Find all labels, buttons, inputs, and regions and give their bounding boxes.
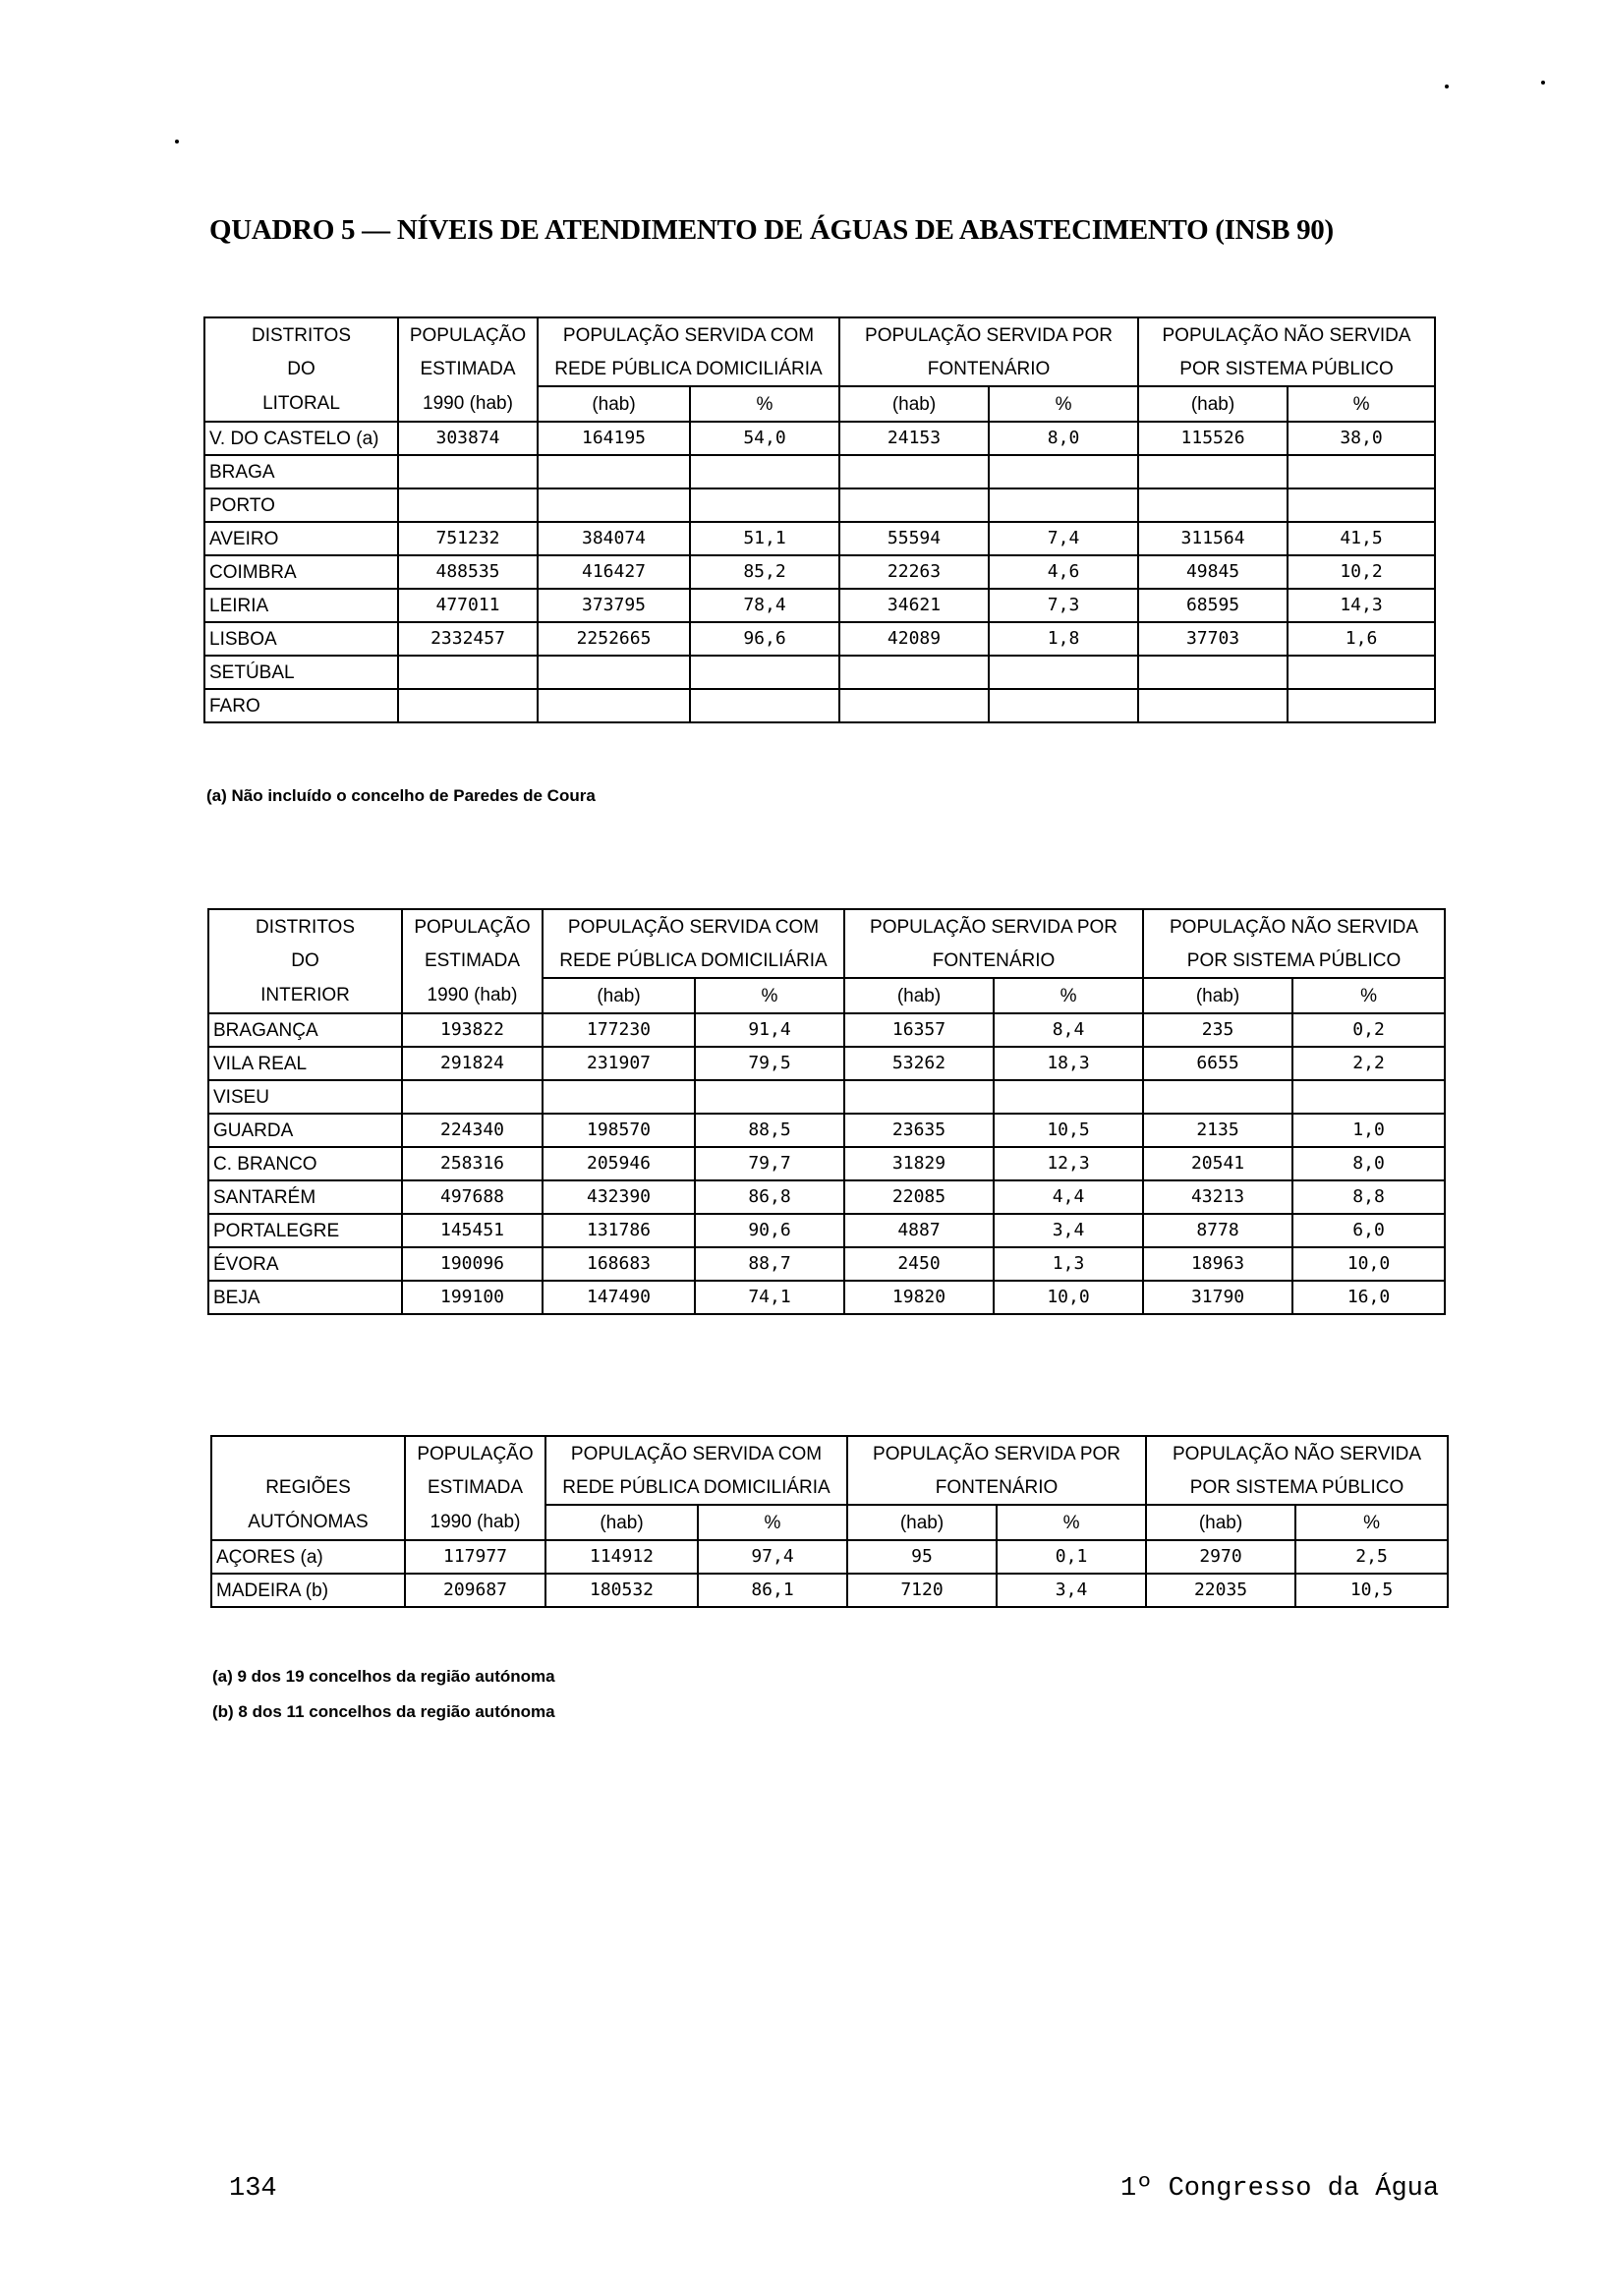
table-row <box>204 422 1435 455</box>
table-cell: 79,5 <box>695 1047 844 1080</box>
table-row <box>204 622 1435 656</box>
table-cell: 7,4 <box>989 522 1138 555</box>
table-cell <box>1138 656 1288 689</box>
table-cell: 6655 <box>1143 1047 1292 1080</box>
row-label: BRAGANÇA <box>208 1013 402 1047</box>
table-cell <box>1138 689 1288 722</box>
fontenario-header: FONTENÁRIO <box>839 352 1138 386</box>
table-cell: 10,2 <box>1288 555 1435 589</box>
table-row <box>211 1574 1448 1607</box>
table-cell <box>1288 689 1435 722</box>
footnote-b: (b) 8 dos 11 concelhos da região autónoma <box>212 1702 555 1721</box>
row-label: MADEIRA (b) <box>211 1574 405 1607</box>
table-cell: 2450 <box>844 1247 994 1281</box>
table-cell: 16,0 <box>1292 1281 1445 1314</box>
table-cell: 117977 <box>405 1540 545 1574</box>
row-label: LISBOA <box>204 622 398 656</box>
table-cell <box>538 455 690 488</box>
table-cell: 37703 <box>1138 622 1288 656</box>
pct-header: % <box>997 1505 1146 1540</box>
table-cell <box>844 1080 994 1114</box>
pop-header: 1990 (hab) <box>402 978 543 1013</box>
table-cell <box>1143 1080 1292 1114</box>
table-cell: 235 <box>1143 1013 1292 1047</box>
table-row <box>208 1180 1445 1214</box>
table-cell: 1,6 <box>1288 622 1435 656</box>
table-cell: 8,0 <box>1292 1147 1445 1180</box>
table-cell: 145451 <box>402 1214 543 1247</box>
rede-header: POPULAÇÃO SERVIDA COM <box>538 317 839 352</box>
table-cell: 488535 <box>398 555 538 589</box>
table-cell: 20541 <box>1143 1147 1292 1180</box>
fontenario-header: POPULAÇÃO SERVIDA POR <box>847 1436 1146 1470</box>
district-header: INTERIOR <box>208 978 402 1013</box>
table-cell: 131786 <box>543 1214 695 1247</box>
table-cell: 24153 <box>839 422 989 455</box>
table-cell: 205946 <box>543 1147 695 1180</box>
table-cell <box>690 488 839 522</box>
table-cell: 190096 <box>402 1247 543 1281</box>
table-cell <box>538 656 690 689</box>
hab-header: (hab) <box>839 386 989 422</box>
table-cell: 88,5 <box>695 1114 844 1147</box>
regioes-table <box>210 1435 1449 1608</box>
table-cell: 41,5 <box>1288 522 1435 555</box>
table-cell: 18963 <box>1143 1247 1292 1281</box>
region-header: AUTÓNOMAS <box>211 1505 405 1540</box>
fontenario-header: POPULAÇÃO SERVIDA POR <box>839 317 1138 352</box>
pop-header: POPULAÇÃO <box>398 317 538 352</box>
hab-header: (hab) <box>545 1505 698 1540</box>
table-cell: 2332457 <box>398 622 538 656</box>
table-cell: 3,4 <box>994 1214 1143 1247</box>
table-cell: 10,0 <box>1292 1247 1445 1281</box>
pct-header: % <box>989 386 1138 422</box>
row-label: VILA REAL <box>208 1047 402 1080</box>
table-cell: 90,6 <box>695 1214 844 1247</box>
table-cell <box>690 455 839 488</box>
table-row <box>204 689 1435 722</box>
district-header: DO <box>208 944 402 978</box>
pct-header: % <box>1295 1505 1448 1540</box>
table-cell: 0,2 <box>1292 1013 1445 1047</box>
pct-header: % <box>690 386 839 422</box>
table-cell <box>538 689 690 722</box>
pop-header: ESTIMADA <box>405 1470 545 1505</box>
table-cell <box>543 1080 695 1114</box>
table-cell: 224340 <box>402 1114 543 1147</box>
hab-header: (hab) <box>1146 1505 1295 1540</box>
table-row <box>204 522 1435 555</box>
table-cell: 291824 <box>402 1047 543 1080</box>
table-cell: 180532 <box>545 1574 698 1607</box>
pct-header: % <box>994 978 1143 1013</box>
footnote-a: (a) 9 dos 19 concelhos da região autónoma <box>212 1667 555 1686</box>
row-label: C. BRANCO <box>208 1147 402 1180</box>
table-cell: 8,4 <box>994 1013 1143 1047</box>
pop-header: ESTIMADA <box>398 352 538 386</box>
table-cell: 6,0 <box>1292 1214 1445 1247</box>
table-cell: 55594 <box>839 522 989 555</box>
table-cell: 1,3 <box>994 1247 1143 1281</box>
table-cell <box>839 656 989 689</box>
table-row <box>204 589 1435 622</box>
table-row <box>208 1013 1445 1047</box>
row-label: PORTO <box>204 488 398 522</box>
region-header: REGIÕES <box>211 1470 405 1505</box>
table-cell: 38,0 <box>1288 422 1435 455</box>
rede-header: REDE PÚBLICA DOMICILIÁRIA <box>543 944 844 978</box>
table-cell: 23635 <box>844 1114 994 1147</box>
footnote: (a) Não incluído o concelho de Paredes de Coura <box>206 786 596 805</box>
table-cell <box>839 455 989 488</box>
hab-header: (hab) <box>1143 978 1292 1013</box>
table-cell: 22085 <box>844 1180 994 1214</box>
table-cell: 193822 <box>402 1013 543 1047</box>
table-cell: 416427 <box>538 555 690 589</box>
table-cell: 42089 <box>839 622 989 656</box>
nao-servida-header: POPULAÇÃO NÃO SERVIDA <box>1146 1436 1448 1470</box>
table-cell: 231907 <box>543 1047 695 1080</box>
table-cell: 2252665 <box>538 622 690 656</box>
region-header <box>211 1436 405 1470</box>
table-cell <box>1138 488 1288 522</box>
table-cell: 477011 <box>398 589 538 622</box>
table-cell: 7,3 <box>989 589 1138 622</box>
table-cell <box>989 488 1138 522</box>
table-row <box>208 1214 1445 1247</box>
table-cell: 8778 <box>1143 1214 1292 1247</box>
nao-servida-header: POPULAÇÃO NÃO SERVIDA <box>1138 317 1435 352</box>
table-cell: 168683 <box>543 1247 695 1281</box>
hab-header: (hab) <box>844 978 994 1013</box>
table-cell: 34621 <box>839 589 989 622</box>
table-cell: 3,4 <box>997 1574 1146 1607</box>
table-cell: 2970 <box>1146 1540 1295 1574</box>
table-cell <box>839 488 989 522</box>
table-cell <box>1292 1080 1445 1114</box>
rede-header: REDE PÚBLICA DOMICILIÁRIA <box>545 1470 847 1505</box>
table-cell: 14,3 <box>1288 589 1435 622</box>
table-cell: 22263 <box>839 555 989 589</box>
nao-servida-header: POR SISTEMA PÚBLICO <box>1146 1470 1448 1505</box>
district-header: LITORAL <box>204 386 398 422</box>
table-cell: 303874 <box>398 422 538 455</box>
pop-header: 1990 (hab) <box>398 386 538 422</box>
table-cell: 115526 <box>1138 422 1288 455</box>
table-cell: 79,7 <box>695 1147 844 1180</box>
page-number: 134 <box>229 2174 277 2204</box>
table-row <box>208 1047 1445 1080</box>
rede-header: POPULAÇÃO SERVIDA COM <box>543 909 844 944</box>
district-header: DISTRITOS <box>208 909 402 944</box>
table-cell <box>402 1080 543 1114</box>
pct-header: % <box>695 978 844 1013</box>
table-cell: 373795 <box>538 589 690 622</box>
table-cell: 16357 <box>844 1013 994 1047</box>
table-cell <box>538 488 690 522</box>
row-label: ÉVORA <box>208 1247 402 1281</box>
table-cell: 2135 <box>1143 1114 1292 1147</box>
hab-header: (hab) <box>538 386 690 422</box>
table-cell: 51,1 <box>690 522 839 555</box>
table-row <box>208 1247 1445 1281</box>
scan-speck <box>1541 81 1545 85</box>
table-cell <box>695 1080 844 1114</box>
table-row <box>204 555 1435 589</box>
table-cell <box>1288 455 1435 488</box>
row-label: SANTARÉM <box>208 1180 402 1214</box>
table-row <box>208 1114 1445 1147</box>
table-cell: 49845 <box>1138 555 1288 589</box>
table-cell <box>839 689 989 722</box>
nao-servida-header: POPULAÇÃO NÃO SERVIDA <box>1143 909 1445 944</box>
table-cell: 4,6 <box>989 555 1138 589</box>
table-cell: 10,0 <box>994 1281 1143 1314</box>
table-cell: 8,8 <box>1292 1180 1445 1214</box>
row-label: FARO <box>204 689 398 722</box>
table-row <box>211 1540 1448 1574</box>
table-cell <box>1288 488 1435 522</box>
table-cell: 177230 <box>543 1013 695 1047</box>
table-cell: 74,1 <box>695 1281 844 1314</box>
pop-header: 1990 (hab) <box>405 1505 545 1540</box>
pct-header: % <box>698 1505 847 1540</box>
table-cell: 7120 <box>847 1574 997 1607</box>
table-cell <box>690 689 839 722</box>
table-cell: 88,7 <box>695 1247 844 1281</box>
table-cell: 199100 <box>402 1281 543 1314</box>
table-cell: 54,0 <box>690 422 839 455</box>
fontenario-header: POPULAÇÃO SERVIDA POR <box>844 909 1143 944</box>
table-cell: 78,4 <box>690 589 839 622</box>
table-cell: 198570 <box>543 1114 695 1147</box>
table-row <box>204 656 1435 689</box>
table-cell: 31829 <box>844 1147 994 1180</box>
table-cell <box>398 656 538 689</box>
row-label: SETÚBAL <box>204 656 398 689</box>
table-cell: 85,2 <box>690 555 839 589</box>
table-row <box>204 455 1435 488</box>
table-cell: 12,3 <box>994 1147 1143 1180</box>
hab-header: (hab) <box>847 1505 997 1540</box>
table-cell: 86,8 <box>695 1180 844 1214</box>
district-header: DISTRITOS <box>204 317 398 352</box>
table-cell: 2,2 <box>1292 1047 1445 1080</box>
table-cell: 258316 <box>402 1147 543 1180</box>
table-cell <box>398 689 538 722</box>
table-cell <box>398 455 538 488</box>
table-cell: 8,0 <box>989 422 1138 455</box>
table-cell: 91,4 <box>695 1013 844 1047</box>
pct-header: % <box>1292 978 1445 1013</box>
table-cell <box>994 1080 1143 1114</box>
page-title: QUADRO 5 — NÍVEIS DE ATENDIMENTO DE ÁGUAS DE ABASTECIMENTO (INSB 90) <box>209 214 1334 246</box>
fontenario-header: FONTENÁRIO <box>844 944 1143 978</box>
row-label: VISEU <box>208 1080 402 1114</box>
row-label: GUARDA <box>208 1114 402 1147</box>
table-cell: 10,5 <box>994 1114 1143 1147</box>
publication-name: 1º Congresso da Água <box>1120 2174 1440 2204</box>
table-cell: 4,4 <box>994 1180 1143 1214</box>
table-cell: 1,0 <box>1292 1114 1445 1147</box>
row-label: BRAGA <box>204 455 398 488</box>
row-label: BEJA <box>208 1281 402 1314</box>
district-header: DO <box>204 352 398 386</box>
table-cell: 0,1 <box>997 1540 1146 1574</box>
nao-servida-header: POR SISTEMA PÚBLICO <box>1138 352 1435 386</box>
pop-header: ESTIMADA <box>402 944 543 978</box>
litoral-table <box>203 316 1436 723</box>
table-cell: 1,8 <box>989 622 1138 656</box>
rede-header: REDE PÚBLICA DOMICILIÁRIA <box>538 352 839 386</box>
pct-header: % <box>1288 386 1435 422</box>
nao-servida-header: POR SISTEMA PÚBLICO <box>1143 944 1445 978</box>
row-label: V. DO CASTELO (a) <box>204 422 398 455</box>
table-cell <box>989 656 1138 689</box>
table-cell: 432390 <box>543 1180 695 1214</box>
table-cell: 31790 <box>1143 1281 1292 1314</box>
table-cell: 19820 <box>844 1281 994 1314</box>
table-cell: 209687 <box>405 1574 545 1607</box>
table-cell <box>989 689 1138 722</box>
hab-header: (hab) <box>1138 386 1288 422</box>
pop-header: POPULAÇÃO <box>405 1436 545 1470</box>
row-label: PORTALEGRE <box>208 1214 402 1247</box>
hab-header: (hab) <box>543 978 695 1013</box>
table-cell <box>989 455 1138 488</box>
scan-speck <box>1445 85 1449 88</box>
row-label: AVEIRO <box>204 522 398 555</box>
table-cell <box>398 488 538 522</box>
row-label: COIMBRA <box>204 555 398 589</box>
scan-speck <box>175 140 179 144</box>
table-row <box>208 1147 1445 1180</box>
pop-header: POPULAÇÃO <box>402 909 543 944</box>
table-cell: 2,5 <box>1295 1540 1448 1574</box>
table-cell: 497688 <box>402 1180 543 1214</box>
table-cell: 53262 <box>844 1047 994 1080</box>
table-cell: 18,3 <box>994 1047 1143 1080</box>
table-cell: 43213 <box>1143 1180 1292 1214</box>
table-cell <box>1138 455 1288 488</box>
interior-table <box>207 908 1446 1315</box>
table-cell: 22035 <box>1146 1574 1295 1607</box>
table-cell <box>1288 656 1435 689</box>
table-cell: 86,1 <box>698 1574 847 1607</box>
table-row <box>208 1281 1445 1314</box>
table-cell: 751232 <box>398 522 538 555</box>
table-cell: 4887 <box>844 1214 994 1247</box>
table-row <box>208 1080 1445 1114</box>
table-cell: 96,6 <box>690 622 839 656</box>
table-cell <box>690 656 839 689</box>
table-row <box>204 488 1435 522</box>
fontenario-header: FONTENÁRIO <box>847 1470 1146 1505</box>
table-cell: 311564 <box>1138 522 1288 555</box>
table-cell: 147490 <box>543 1281 695 1314</box>
table-cell: 384074 <box>538 522 690 555</box>
table-cell: 164195 <box>538 422 690 455</box>
table-cell: 97,4 <box>698 1540 847 1574</box>
table-cell: 114912 <box>545 1540 698 1574</box>
table-cell: 68595 <box>1138 589 1288 622</box>
row-label: AÇORES (a) <box>211 1540 405 1574</box>
rede-header: POPULAÇÃO SERVIDA COM <box>545 1436 847 1470</box>
table-cell: 10,5 <box>1295 1574 1448 1607</box>
table-cell: 95 <box>847 1540 997 1574</box>
row-label: LEIRIA <box>204 589 398 622</box>
